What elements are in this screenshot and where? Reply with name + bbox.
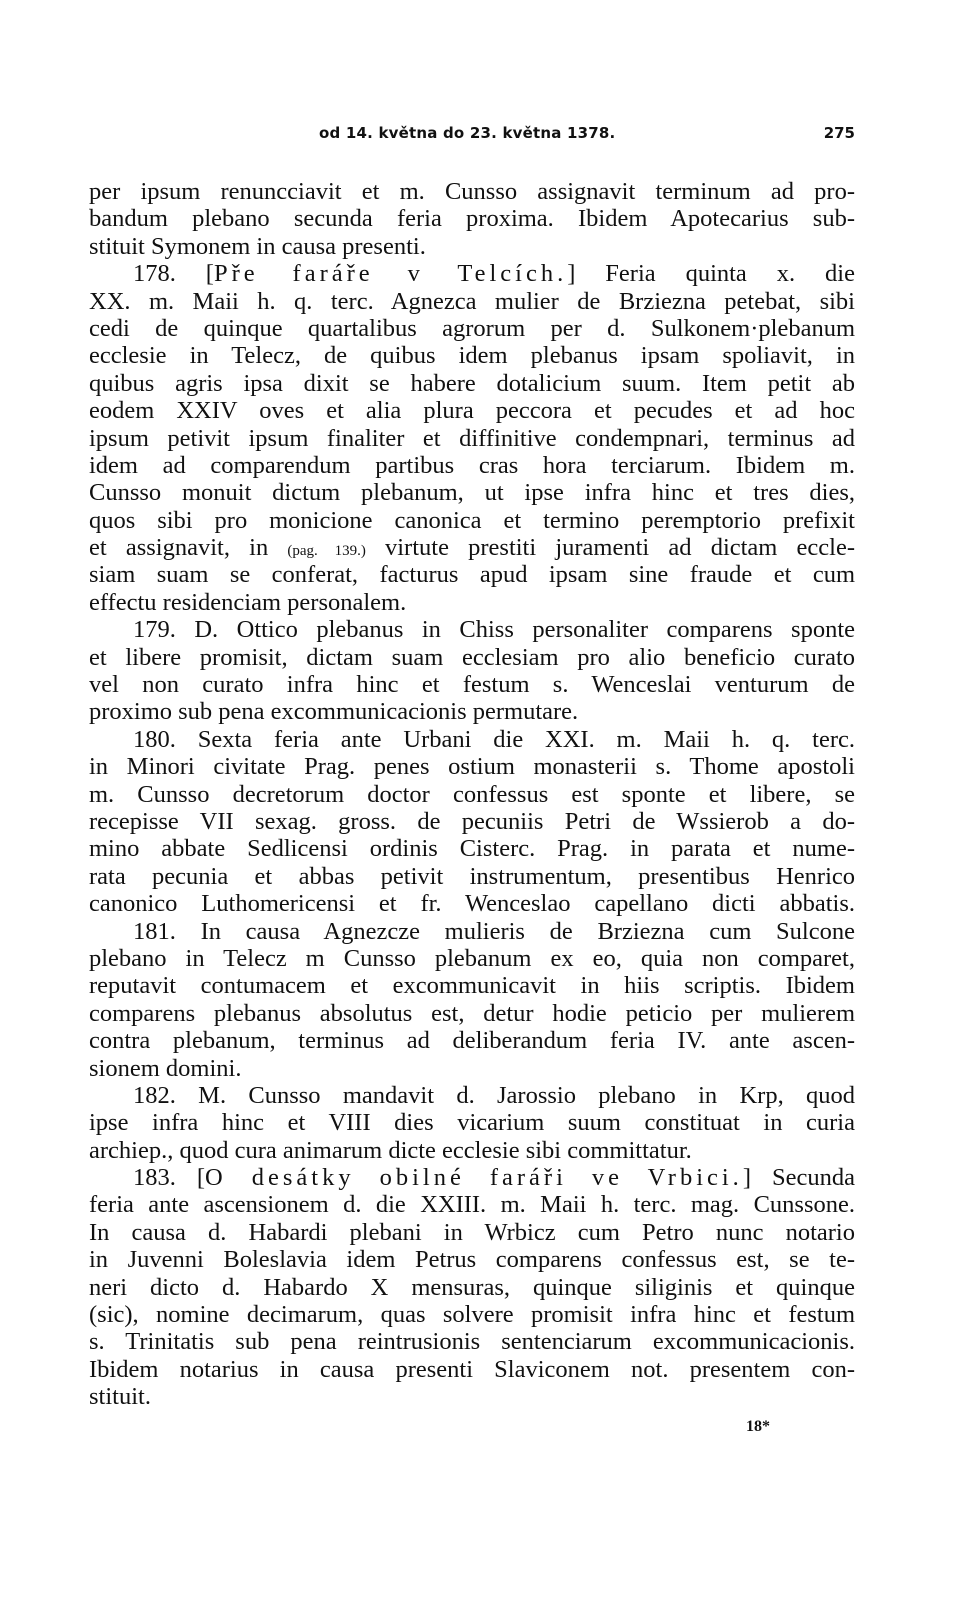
text-segment: ] Feria quinta x. die xyxy=(567,260,855,288)
text-line: per ipsum renuncciavit et m. Cunsso assignavit terminum ad pro- xyxy=(89,178,855,205)
text-line: reputavit contumacem et excommunicavit in hiis scriptis. Ibidem xyxy=(89,972,855,1000)
text-segment: 178. [ xyxy=(133,260,214,288)
text-line: canonico Luthomericensi et fr. Wenceslao capellano dicti abbatis. xyxy=(89,890,855,918)
text-line: ipse infra hinc et VIII dies vicarium suum constituat in curia xyxy=(89,1109,855,1137)
text-line xyxy=(89,260,855,287)
text-line: ecclesie in Telecz, de quibus idem plebanus ipsam spoliavit, in xyxy=(89,342,855,370)
signature-mark: 18* xyxy=(746,1418,770,1435)
text-line: quibus agris ipsa dixit se habere dotalicium suum. Item petit ab xyxy=(89,369,855,397)
text-line: contra plebanum, terminus ad deliberandum feria IV. ante ascen- xyxy=(89,1027,855,1055)
text-segment: 183. [ xyxy=(133,1164,206,1192)
text-line: plebano in Telecz m Cunsso plebanum ex eo, quia non comparet, xyxy=(89,944,855,972)
text-line: mino abbate Sedlicensi ordinis Cisterc. Prag. in parata et nume- xyxy=(89,835,855,863)
running-head xyxy=(89,124,855,148)
text-line: 182. M. Cunsso mandavit d. Jarossio plebano in Krp, quod xyxy=(133,1081,855,1109)
text-line: idem ad comparendum partibus cras hora terciarum. Ibidem m. xyxy=(89,451,855,479)
text-line: Cunsso monuit dictum plebanum, ut ipse infra hinc et tres dies, xyxy=(89,479,855,507)
text-line: bandum plebano secunda feria proxima. Ibidem Apotecarius sub- xyxy=(89,205,855,233)
text-line: 181. In causa Agnezcze mulieris de Brziezna cum Sulcone xyxy=(133,917,855,945)
text-line: in Minori civitate Prag. penes ostium monasterii s. Thome apostoli xyxy=(89,753,855,781)
text-line: neri dicto d. Habardo X mensuras, quinque siliginis et quinque xyxy=(89,1273,855,1301)
entry-heading: O desátky obilné faráři ve Vrbici. xyxy=(205,1164,743,1192)
text-line: in Juvenni Boleslavia idem Petrus comparens confessus est, se te- xyxy=(89,1246,855,1274)
text-line: vel non curato infra hinc et festum s. Wenceslai venturum de xyxy=(89,671,855,699)
text-segment: ] Secunda xyxy=(742,1164,855,1192)
text-line: 180. Sexta feria ante Urbani die XXI. m. Maii h. q. terc. xyxy=(133,725,855,753)
text-segment: et assignavit, in xyxy=(89,534,288,562)
text-line: et libere promisit, dictam suam ecclesiam pro alio beneficio curato xyxy=(89,643,855,671)
text-line: s. Trinitatis sub pena reintrusionis sentenciarum excommunicacionis. xyxy=(89,1328,855,1356)
text-line: stituit. xyxy=(89,1383,151,1411)
text-line: Ibidem notarius in causa presenti Slaviconem not. presentem con- xyxy=(89,1355,855,1383)
text-line: effectu residenciam personalem. xyxy=(89,588,407,616)
text-line: siam suam se conferat, facturus apud ipsam sine fraude et cum xyxy=(89,561,855,589)
text-line: comparens plebanus absolutus est, detur hodie peticio per mulierem xyxy=(89,999,855,1027)
text-line xyxy=(89,1164,855,1191)
text-line: In causa d. Habardi plebani in Wrbicz cum Petro nunc notario xyxy=(89,1218,855,1246)
text-line: sionem domini. xyxy=(89,1054,242,1082)
text-line: recepisse VII sexag. gross. de pecuniis Petri de Wssierob a do- xyxy=(89,807,855,835)
page-number: 275 xyxy=(823,124,855,142)
text-line: (sic), nomine decimarum, quas solvere promisit infra hinc et festum xyxy=(89,1301,855,1329)
text-segment: virtute prestiti juramenti ad dictam eccle- xyxy=(365,534,855,562)
text-line: cedi de quinque quartalibus agrorum per d. Sulkonem·plebanum xyxy=(89,314,855,342)
text-line: 179. D. Ottico plebanus in Chiss personaliter comparens sponte xyxy=(133,616,855,644)
text-line: eodem XXIV oves et alia plura peccora et pecudes et ad hoc xyxy=(89,397,855,425)
text-line: stituit Symonem in causa presenti. xyxy=(89,232,426,260)
page-reference: (pag. 139.) xyxy=(287,543,366,560)
text-line: XX. m. Maii h. q. terc. Agnezca mulier de Brziezna petebat, sibi xyxy=(89,287,855,315)
text-line: quos sibi pro monicione canonica et termino peremptorio prefixit xyxy=(89,506,855,534)
text-line xyxy=(89,534,855,561)
body-text xyxy=(89,178,855,1411)
running-title: od 14. května do 23. května 1378. xyxy=(319,124,616,142)
text-line: archiep., quod cura animarum dicte ecclesie sibi committatur. xyxy=(89,1136,692,1164)
text-line: ipsum petivit ipsum finaliter et diffinitive condempnari, terminus ad xyxy=(89,424,855,452)
text-line: m. Cunsso decretorum doctor confessus est sponte et libere, se xyxy=(89,780,855,808)
entry-heading: Pře faráře v Telcích. xyxy=(213,260,568,288)
text-line: rata pecunia et abbas petivit instrumentum, presentibus Henrico xyxy=(89,862,855,890)
text-line: feria ante ascensionem d. die XXIII. m. Maii h. terc. mag. Cunssone. xyxy=(89,1191,855,1219)
text-line: proximo sub pena excommunicacionis permutare. xyxy=(89,698,579,726)
